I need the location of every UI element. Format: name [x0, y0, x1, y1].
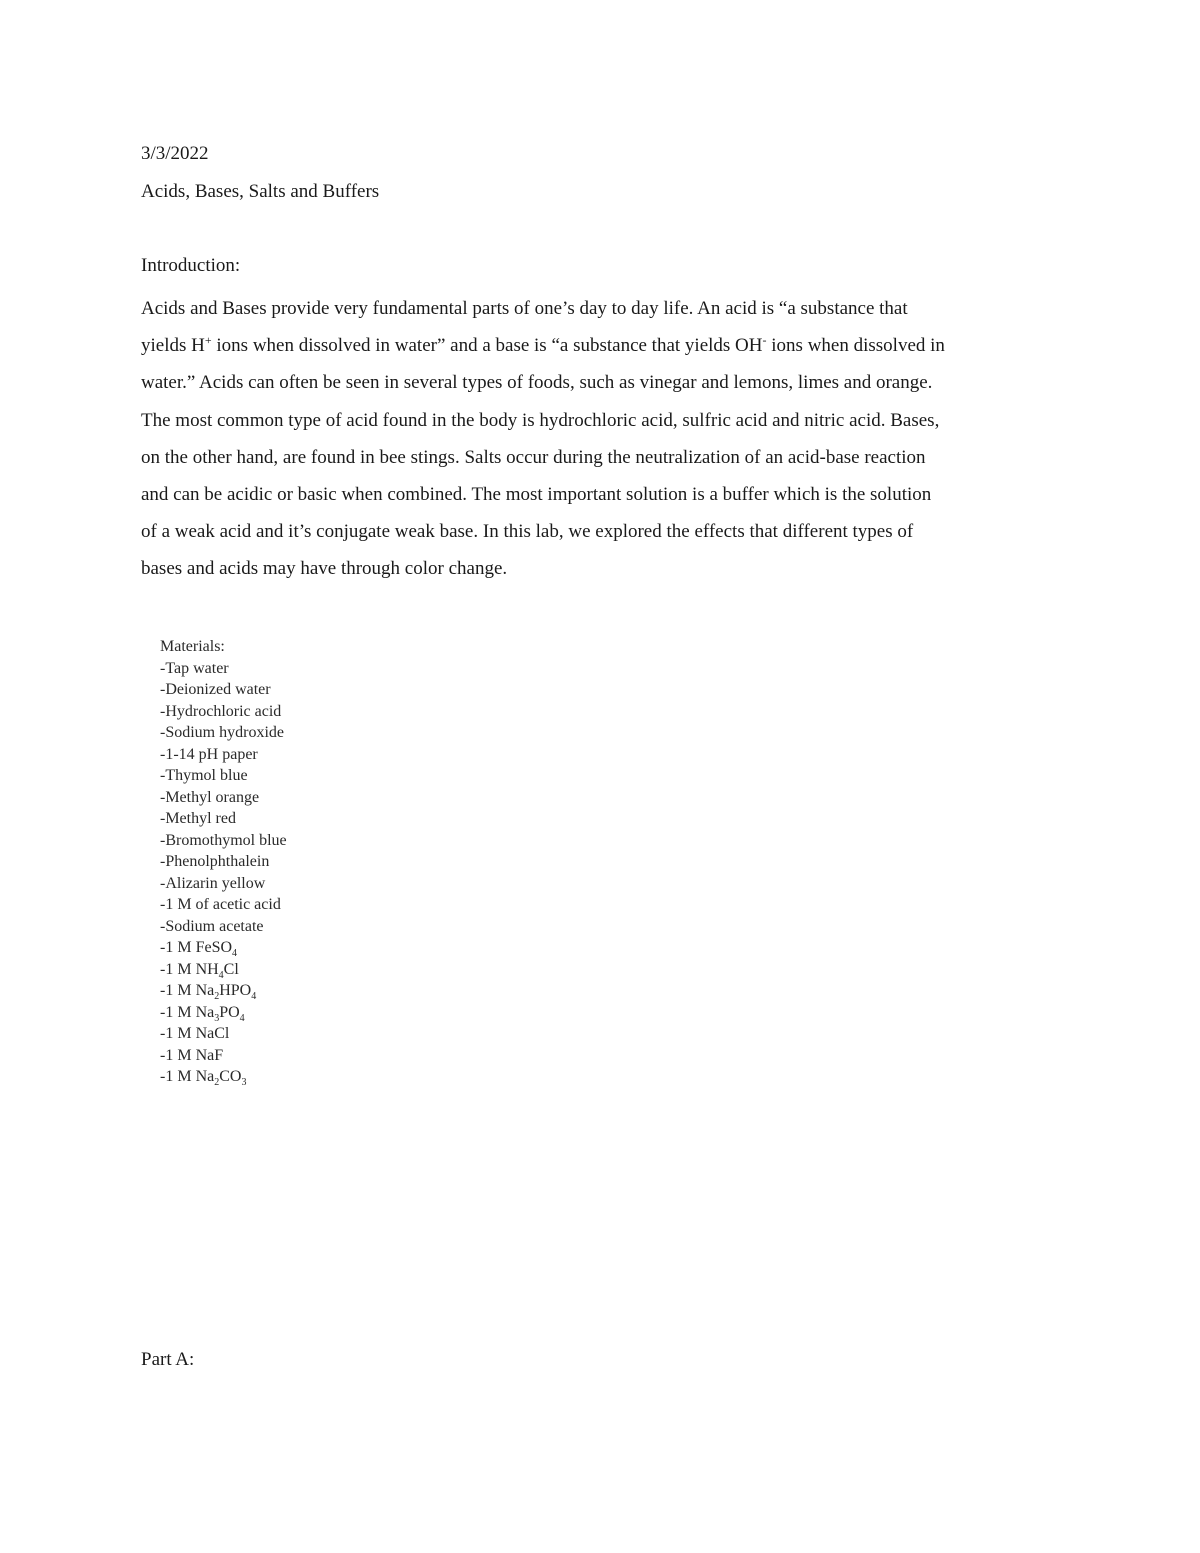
material-item: -Sodium acetate — [160, 917, 264, 935]
material-item: -Methyl orange — [160, 788, 260, 806]
material-item: -Sodium hydroxide — [160, 724, 284, 741]
material-item: -Hydrochloric acid — [160, 702, 282, 720]
material-item: -Deionized water — [160, 681, 271, 698]
material-item: -Phenolphthalein — [160, 853, 270, 870]
material-item-formula: -1 M NaF — [160, 1046, 224, 1064]
intro-line: water.” Acids can often be seen in several types of foods, such as vinegar and lemons, limes and orange. — [141, 372, 933, 394]
superscript: + — [204, 333, 212, 348]
document-date: 3/3/2022 — [141, 143, 209, 164]
material-item-formula: -1 M $Na_3PO_4$ — [160, 1003, 245, 1024]
intro-line: Acids and Bases provide very fundamental parts of one’s day to day life. An acid is “a substance that — [141, 298, 908, 319]
material-item: -Methyl red — [160, 810, 236, 827]
part-a-heading: Part A: — [141, 1349, 195, 1370]
intro-line: and can be acidic or basic when combined. The most important solution is a buffer which is the solution — [141, 484, 932, 506]
material-item: -Thymol blue — [160, 767, 248, 784]
material-item: -Alizarin yellow — [160, 874, 266, 892]
intro-line: on the other hand, are found in bee stings. Salts occur during the neutralization of an acid-base reaction — [141, 446, 926, 468]
material-item: -1 M of acetic acid — [160, 896, 281, 913]
intro-line: yields H+ ions when dissolved in water” and a base is “a substance that yields OH- ions when dissolved in — [141, 333, 945, 357]
material-item-formula: -1 M $Na_2HPO_4$ — [160, 982, 257, 1002]
material-item: -Bromothymol blue — [160, 831, 287, 849]
materials-heading: Materials: — [160, 638, 225, 655]
material-item: -1-14 pH paper — [160, 745, 258, 763]
intro-line: of a weak acid and it’s conjugate weak base. In this lab, we explored the effects that different types of — [141, 521, 914, 543]
intro-line: bases and acids may have through color change. — [141, 558, 508, 580]
introduction-paragraph — [141, 290, 1061, 588]
material-item: -Tap water — [160, 659, 229, 677]
document-title: Acids, Bases, Salts and Buffers — [141, 181, 380, 202]
superscript: - — [762, 333, 767, 348]
material-item-formula: -1 M $Na_2CO_3$ — [160, 1068, 247, 1088]
material-item-formula: -1 M $NH_4Cl$ — [160, 960, 239, 981]
material-item-formula: -1 M NaCl — [160, 1025, 230, 1042]
intro-line: The most common type of acid found in the body is hydrochloric acid, sulfric acid and nitric acid. Bases, — [141, 409, 940, 431]
material-item-formula: -1 M FeSO$_4$ — [160, 939, 238, 959]
introduction-heading: Introduction: — [141, 255, 241, 276]
materials-list-image — [160, 636, 287, 1088]
